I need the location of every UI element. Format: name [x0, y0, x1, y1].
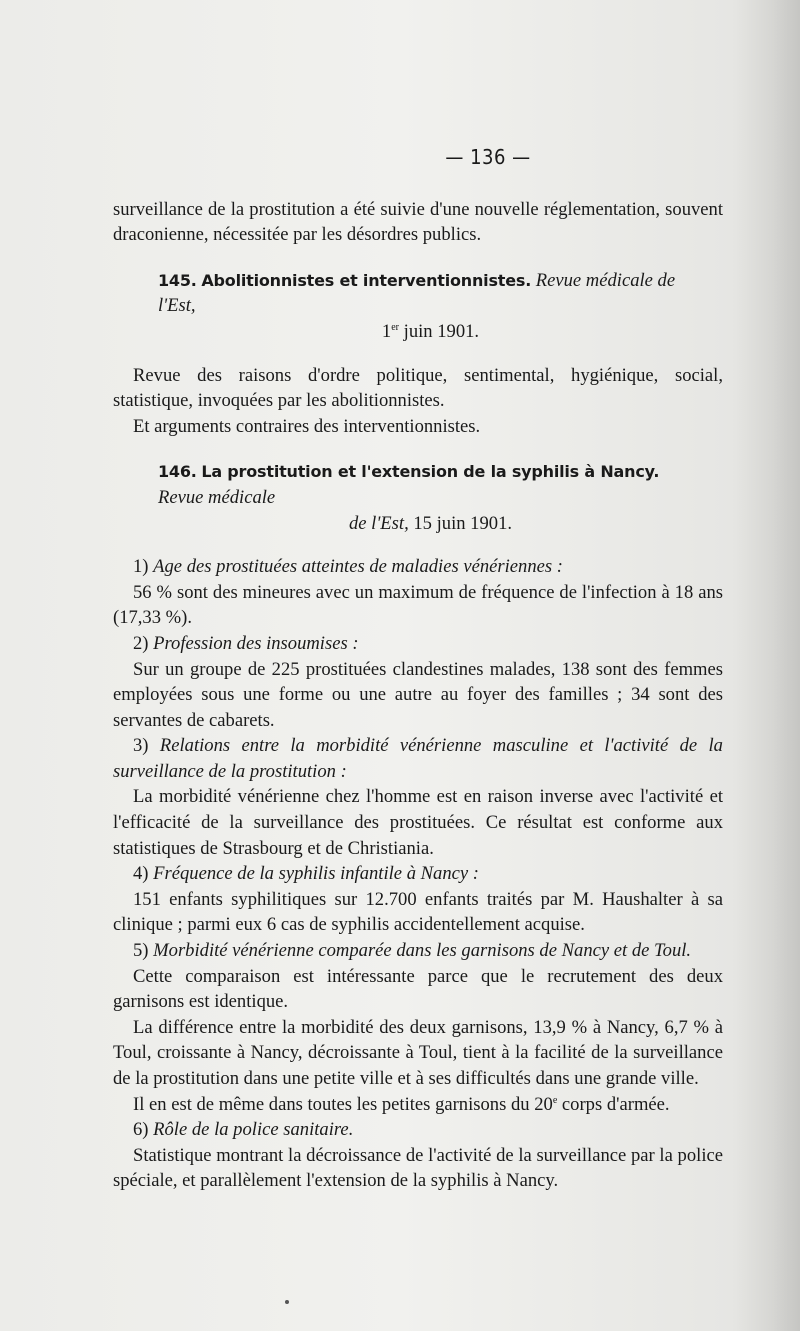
entry-145-title: Abolitionnistes et interventionnistes.: [201, 270, 532, 290]
entry-146-number: 146.: [158, 462, 197, 482]
section-6-number: 6): [133, 1119, 149, 1141]
entry-145-date: [158, 319, 703, 345]
section-1-number: 1): [133, 556, 149, 578]
entry-146-journal-cont: de l'Est,: [348, 512, 409, 534]
entry-146-title: La prostitution et l'extension de la syphilis à Nancy.: [201, 462, 660, 482]
section-3-text: La morbidité vénérienne chez l'homme est en raison inverse avec l'activité et l'efficacité de la surveillance des prostituées. Ce résultat est conforme aux statistiques de Strasbourg et de Christiania.: [113, 786, 723, 859]
section-4-number: 4): [133, 863, 149, 885]
page-text: [113, 145, 723, 1194]
entry-146-date: 15 juin 1901.: [408, 512, 513, 534]
entry-146-heading: [113, 459, 723, 536]
section-2-heading: [113, 631, 723, 657]
section-1-title: Age des prostituées atteintes de maladies vénériennes :: [153, 556, 563, 578]
entry-145-number: 145.: [158, 270, 197, 290]
section-4-heading: [113, 861, 723, 887]
intro-line-1: surveillance de la prostitution a été suivie d'une nouvelle réglementation,: [113, 198, 660, 220]
entry-145-date-rest: juin 1901.: [399, 320, 480, 342]
entry-146-journal: Revue médicale: [158, 486, 276, 508]
section-5-text-2: La différence entre la morbidité des deux garnisons, 13,9 % à Nancy, 6,7 % à Toul, croissante à Nancy, décroissante à Toul, tient à la facilité de la surveillance de la prostitution dans une petite ville et à ses difficultés dans une grande ville.: [113, 1016, 723, 1089]
section-5-text-3-sup: e: [552, 1094, 558, 1106]
entry-145-date-sup: er: [391, 321, 399, 333]
section-2-title: Profession des insoumises :: [153, 632, 359, 654]
intro-line-2: souvent draconienne, nécessitée par les désordres publics.: [113, 198, 723, 246]
section-5-text-3a: Il en est de même dans toutes les petites garnisons du 20: [133, 1093, 553, 1115]
section-5-text-1: Cette comparaison est intéressante parce que le recrutement des deux garnisons est identique.: [113, 965, 723, 1013]
section-5-heading: [113, 938, 723, 964]
summary-145-p1: Revue des raisons d'ordre politique, sentimental, hygiénique, social, statistique, invoquées par les abolitionnistes.: [113, 364, 723, 412]
section-2-text: Sur un groupe de 225 prostituées clandestines malades, 138 sont des femmes employées sous une forme ou une autre au foyer des familles ; 34 sont des servantes de cabarets.: [113, 658, 723, 731]
section-5-text-3b: corps d'armée.: [557, 1093, 670, 1115]
entry-145-journal: Revue médicale de l'Est,: [158, 269, 676, 317]
entry-146-date-line: [158, 511, 703, 537]
section-4-title: Fréquence de la syphilis infantile à Nancy :: [153, 863, 479, 885]
section-4-text: 151 enfants syphilitiques sur 12.700 enfants traités par M. Haushalter à sa clinique ; parmi eux 6 cas de syphilis accidentellement acquise.: [113, 888, 723, 936]
section-6-heading: [113, 1117, 723, 1143]
page-number: — 136 —: [445, 145, 531, 169]
entry-145-heading: [113, 268, 723, 345]
section-6-title: Rôle de la police sanitaire.: [153, 1119, 354, 1141]
section-5-number: 5): [133, 940, 149, 962]
section-3-number: 3): [133, 735, 149, 757]
section-1-heading: [113, 554, 723, 580]
section-2-number: 2): [133, 632, 149, 654]
section-1-text: 56 % sont des mineures avec un maximum de fréquence de l'infection à 18 ans (17,33 %).: [113, 581, 723, 629]
section-3-heading: [113, 733, 723, 784]
summary-145-p2: Et arguments contraires des interventionnistes.: [133, 415, 481, 437]
section-5-text-3: [113, 1092, 723, 1118]
section-5-title: Morbidité vénérienne comparée dans les garnisons de Nancy et de Toul.: [153, 940, 692, 962]
section-6-text: Statistique montrant la décroissance de l'activité de la surveillance par la police spéciale, et parallèlement l'extension de la syphilis à Nancy.: [113, 1144, 723, 1192]
intro-paragraph: [113, 197, 723, 248]
ink-speck: [285, 1300, 289, 1304]
entry-145-date-day: 1: [381, 320, 392, 342]
section-3-title: Relations entre la morbidité vénérienne masculine et l'activité de la surveillance de la prostitution :: [113, 735, 723, 782]
page-shadow: [730, 0, 800, 1331]
